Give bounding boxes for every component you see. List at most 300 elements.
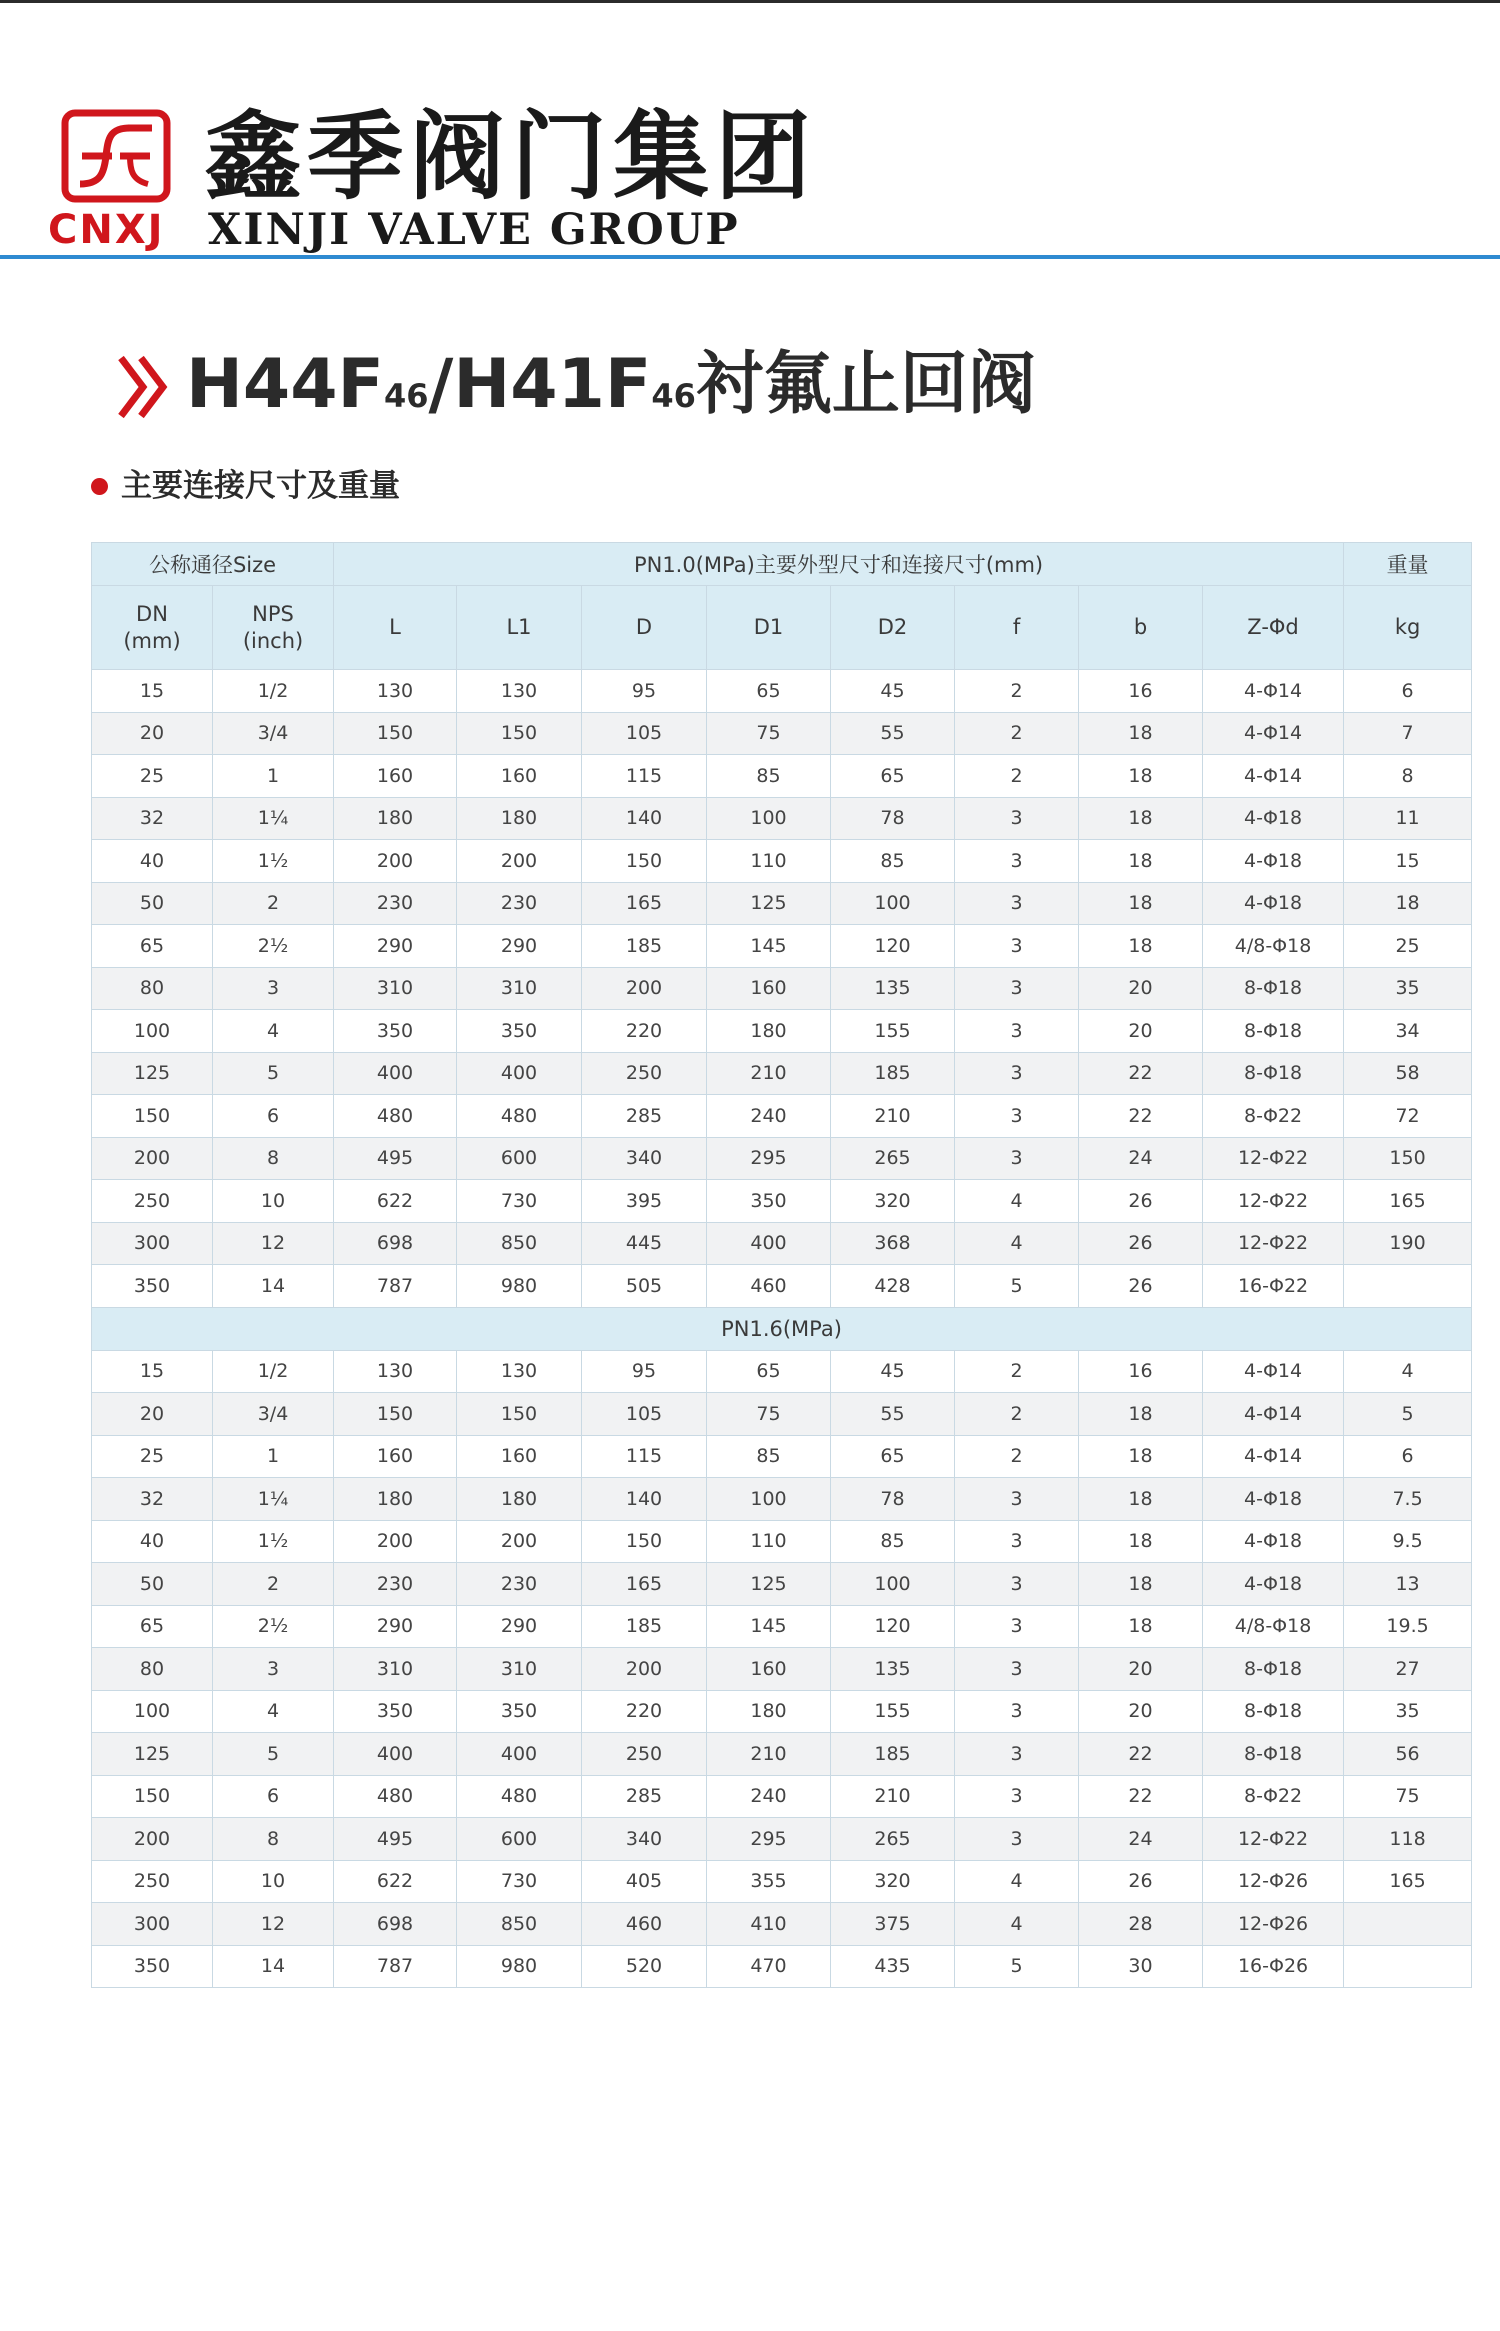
table-cell: 3 — [955, 967, 1079, 1010]
table-cell: 65 — [831, 1435, 955, 1478]
table-cell: 32 — [92, 797, 213, 840]
table-cell: 295 — [707, 1818, 831, 1861]
table-cell: 350 — [334, 1690, 457, 1733]
table-cell: 310 — [334, 1648, 457, 1691]
table-cell: 787 — [334, 1945, 457, 1988]
table-cell: 405 — [582, 1860, 707, 1903]
table-cell: 210 — [707, 1733, 831, 1776]
cnxj-logo-icon — [60, 108, 172, 204]
table-cell: 160 — [457, 1435, 582, 1478]
table-cell: 8 — [1344, 755, 1472, 798]
table-cell: 400 — [707, 1222, 831, 1265]
table-cell: 410 — [707, 1903, 831, 1946]
table-cell: 250 — [582, 1733, 707, 1776]
table-cell: 28 — [1079, 1903, 1203, 1946]
brand-abbreviation: CNXJ — [48, 207, 165, 253]
table-cell: 120 — [831, 1605, 955, 1648]
table-cell: 200 — [334, 1520, 457, 1563]
double-chevron-icon — [117, 354, 171, 420]
table-cell: 20 — [92, 712, 213, 755]
table-row — [92, 1775, 1472, 1818]
table-cell: 19.5 — [1344, 1605, 1472, 1648]
table-cell: 12 — [213, 1222, 334, 1265]
table-cell: 190 — [1344, 1222, 1472, 1265]
col-f: f — [955, 586, 1079, 670]
table-cell: 160 — [707, 1648, 831, 1691]
table-cell: 24 — [1079, 1818, 1203, 1861]
table-cell: 375 — [831, 1903, 955, 1946]
table-cell: 240 — [707, 1775, 831, 1818]
title-model-2-subscript: 46 — [651, 377, 696, 415]
table-cell: 698 — [334, 1222, 457, 1265]
table-cell: 10 — [213, 1860, 334, 1903]
table-cell: 150 — [582, 840, 707, 883]
table-cell: 56 — [1344, 1733, 1472, 1776]
table-cell: 4/8-Φ18 — [1203, 925, 1344, 968]
table-cell: 250 — [92, 1180, 213, 1223]
table-cell: 350 — [92, 1945, 213, 1988]
table-cell: 110 — [707, 840, 831, 883]
table-cell: 18 — [1344, 882, 1472, 925]
table-cell: 65 — [831, 755, 955, 798]
table-row — [92, 967, 1472, 1010]
table-cell: 2½ — [213, 1605, 334, 1648]
table-cell: 400 — [334, 1052, 457, 1095]
header-divider — [0, 255, 1500, 259]
table-cell: 4-Φ14 — [1203, 1435, 1344, 1478]
table-cell: 2 — [955, 712, 1079, 755]
table-row — [92, 1605, 1472, 1648]
table-row — [92, 925, 1472, 968]
brand-name-chinese: 鑫季阀门集团 — [205, 100, 817, 213]
table-row — [92, 1945, 1472, 1988]
header-size: 公称通径Size — [92, 543, 334, 586]
table-cell: 1½ — [213, 840, 334, 883]
table-cell: 12-Φ26 — [1203, 1860, 1344, 1903]
table-cell: 1 — [213, 1435, 334, 1478]
table-cell: 115 — [582, 1435, 707, 1478]
table-cell: 85 — [707, 1435, 831, 1478]
table-cell: 75 — [707, 1393, 831, 1436]
table-cell: 980 — [457, 1945, 582, 1988]
col-b: b — [1079, 586, 1203, 670]
table-cell: 3 — [955, 882, 1079, 925]
table-cell: 22 — [1079, 1775, 1203, 1818]
table-cell: 35 — [1344, 967, 1472, 1010]
table-cell: 105 — [582, 712, 707, 755]
table-cell: 130 — [334, 1350, 457, 1393]
table-cell: 495 — [334, 1818, 457, 1861]
table-cell: 4 — [955, 1222, 1079, 1265]
table-cell: 8-Φ18 — [1203, 1010, 1344, 1053]
table-cell: 180 — [334, 1478, 457, 1521]
table-cell: 4-Φ14 — [1203, 755, 1344, 798]
table-cell: 290 — [457, 925, 582, 968]
table-cell: 4 — [1344, 1350, 1472, 1393]
table-cell: 10 — [213, 1180, 334, 1223]
table-cell: 100 — [92, 1010, 213, 1053]
table-cell: 445 — [582, 1222, 707, 1265]
table-cell: 150 — [92, 1775, 213, 1818]
table-cell: 350 — [92, 1265, 213, 1308]
table-row — [92, 1393, 1472, 1436]
table-cell: 290 — [457, 1605, 582, 1648]
table-cell: 7.5 — [1344, 1478, 1472, 1521]
table-row — [92, 797, 1472, 840]
table-cell: 12-Φ26 — [1203, 1903, 1344, 1946]
table-cell: 200 — [92, 1818, 213, 1861]
table-cell: 110 — [707, 1520, 831, 1563]
table-cell: 65 — [707, 1350, 831, 1393]
table-cell: 4-Φ18 — [1203, 882, 1344, 925]
product-title — [186, 342, 1036, 439]
table-cell: 285 — [582, 1775, 707, 1818]
header-dimensions: PN1.0(MPa)主要外型尺寸和连接尺寸(mm) — [334, 543, 1344, 586]
table-cell: 25 — [92, 755, 213, 798]
table-cell: 210 — [831, 1095, 955, 1138]
table-cell: 210 — [707, 1052, 831, 1095]
table-cell: 150 — [457, 712, 582, 755]
table-cell: 18 — [1079, 1393, 1203, 1436]
table-cell: 20 — [92, 1393, 213, 1436]
table-cell: 16 — [1079, 1350, 1203, 1393]
table-cell: 220 — [582, 1010, 707, 1053]
table-cell: 25 — [92, 1435, 213, 1478]
table-cell: 3 — [955, 1520, 1079, 1563]
table-cell: 165 — [582, 882, 707, 925]
col-d2: D2 — [831, 586, 955, 670]
table-cell: 40 — [92, 1520, 213, 1563]
table-cell: 2 — [955, 1435, 1079, 1478]
table-cell: 7 — [1344, 712, 1472, 755]
table-cell: 4-Φ14 — [1203, 670, 1344, 713]
table-cell: 16-Φ22 — [1203, 1265, 1344, 1308]
table-cell: 300 — [92, 1903, 213, 1946]
table-cell: 58 — [1344, 1052, 1472, 1095]
pn16-label: PN1.6(MPa) — [92, 1307, 1472, 1350]
table-cell: 400 — [334, 1733, 457, 1776]
table-cell: 787 — [334, 1265, 457, 1308]
table-cell: 285 — [582, 1095, 707, 1138]
col-nps: NPS (inch) — [213, 586, 334, 670]
table-cell: 125 — [92, 1052, 213, 1095]
table-cell: 18 — [1079, 1520, 1203, 1563]
table-cell: 160 — [334, 1435, 457, 1478]
table-row — [92, 840, 1472, 883]
title-product-name: 衬氟止回阀 — [695, 345, 1036, 424]
table-cell: 165 — [1344, 1860, 1472, 1903]
table-body — [92, 670, 1472, 1988]
table-cell: 4 — [955, 1180, 1079, 1223]
table-cell: 100 — [707, 1478, 831, 1521]
table-cell: 180 — [707, 1010, 831, 1053]
table-cell: 18 — [1079, 925, 1203, 968]
table-cell: 18 — [1079, 712, 1203, 755]
table-cell: 26 — [1079, 1180, 1203, 1223]
table-cell: 18 — [1079, 1605, 1203, 1648]
table-cell: 350 — [334, 1010, 457, 1053]
table-cell: 140 — [582, 1478, 707, 1521]
table-cell: 145 — [707, 1605, 831, 1648]
table-cell: 250 — [582, 1052, 707, 1095]
table-cell: 505 — [582, 1265, 707, 1308]
table-cell: 6 — [1344, 670, 1472, 713]
table-cell: 3 — [955, 1648, 1079, 1691]
table-cell: 220 — [582, 1690, 707, 1733]
table-row — [92, 1733, 1472, 1776]
table-cell: 13 — [1344, 1563, 1472, 1606]
table-cell: 165 — [582, 1563, 707, 1606]
table-cell: 12-Φ22 — [1203, 1180, 1344, 1223]
table-cell: 155 — [831, 1690, 955, 1733]
table-cell: 495 — [334, 1137, 457, 1180]
table-cell: 480 — [334, 1775, 457, 1818]
table-cell: 26 — [1079, 1860, 1203, 1903]
table-cell: 15 — [1344, 840, 1472, 883]
col-z-d: Z-Φd — [1203, 586, 1344, 670]
table-cell: 200 — [92, 1137, 213, 1180]
table-row — [92, 1903, 1472, 1946]
table-cell: 18 — [1079, 755, 1203, 798]
table-cell: 180 — [457, 1478, 582, 1521]
table-row — [92, 755, 1472, 798]
table-cell: 22 — [1079, 1733, 1203, 1776]
table-cell: 5 — [955, 1265, 1079, 1308]
table-row — [92, 1350, 1472, 1393]
table-cell: 5 — [1344, 1393, 1472, 1436]
table-cell: 100 — [831, 1563, 955, 1606]
table-cell: 3 — [955, 840, 1079, 883]
bullet-icon — [91, 478, 108, 495]
table-cell: 460 — [707, 1265, 831, 1308]
table-cell: 9.5 — [1344, 1520, 1472, 1563]
table-cell: 4-Φ18 — [1203, 797, 1344, 840]
table-cell: 8-Φ22 — [1203, 1095, 1344, 1138]
table-cell: 2 — [213, 1563, 334, 1606]
title-model-2: /H41F — [428, 345, 652, 424]
table-cell: 355 — [707, 1860, 831, 1903]
table-cell: 340 — [582, 1137, 707, 1180]
table-row — [92, 1180, 1472, 1223]
table-cell: 12-Φ22 — [1203, 1222, 1344, 1265]
table-cell: 150 — [92, 1095, 213, 1138]
table-row — [92, 1690, 1472, 1733]
col-d1: D1 — [707, 586, 831, 670]
table-cell: 4/8-Φ18 — [1203, 1605, 1344, 1648]
table-cell: 155 — [831, 1010, 955, 1053]
pn16-subheader-row — [92, 1307, 1472, 1350]
table-cell: 622 — [334, 1860, 457, 1903]
table-cell: 150 — [334, 712, 457, 755]
table-cell: 20 — [1079, 1690, 1203, 1733]
title-model-1-subscript: 46 — [384, 377, 429, 415]
table-cell: 340 — [582, 1818, 707, 1861]
table-cell: 65 — [92, 925, 213, 968]
table-cell: 8-Φ18 — [1203, 1690, 1344, 1733]
table-cell: 2 — [955, 1393, 1079, 1436]
table-cell: 3 — [955, 1563, 1079, 1606]
table-cell: 8-Φ18 — [1203, 1648, 1344, 1691]
table-cell — [1344, 1903, 1472, 1946]
table-cell: 25 — [1344, 925, 1472, 968]
table-cell: 310 — [334, 967, 457, 1010]
header-weight: 重量 — [1344, 543, 1472, 586]
table-cell: 400 — [457, 1733, 582, 1776]
table-cell: 730 — [457, 1180, 582, 1223]
table-cell: 435 — [831, 1945, 955, 1988]
table-cell: 95 — [582, 670, 707, 713]
table-cell: 6 — [213, 1775, 334, 1818]
table-row — [92, 1095, 1472, 1138]
table-cell: 230 — [457, 1563, 582, 1606]
table-row — [92, 712, 1472, 755]
table-cell: 160 — [457, 755, 582, 798]
table-cell: 368 — [831, 1222, 955, 1265]
table-row — [92, 1265, 1472, 1308]
table-cell: 4-Φ18 — [1203, 1478, 1344, 1521]
table-cell: 180 — [707, 1690, 831, 1733]
table-cell: 80 — [92, 1648, 213, 1691]
table-cell: 22 — [1079, 1095, 1203, 1138]
table-cell: 75 — [1344, 1775, 1472, 1818]
table-cell: 698 — [334, 1903, 457, 1946]
table-row — [92, 670, 1472, 713]
table-cell: 3 — [955, 1733, 1079, 1776]
table-cell: 480 — [457, 1095, 582, 1138]
table-cell: 22 — [1079, 1052, 1203, 1095]
table-cell: 12-Φ22 — [1203, 1818, 1344, 1861]
table-cell: 150 — [334, 1393, 457, 1436]
table-cell: 2 — [955, 1350, 1079, 1393]
table-row — [92, 1435, 1472, 1478]
table-row — [92, 1052, 1472, 1095]
table-cell: 16 — [1079, 670, 1203, 713]
table-cell: 160 — [707, 967, 831, 1010]
table-cell: 5 — [213, 1052, 334, 1095]
table-cell: 2 — [955, 755, 1079, 798]
table-cell: 8 — [213, 1137, 334, 1180]
table-cell: 320 — [831, 1860, 955, 1903]
table-cell: 200 — [457, 1520, 582, 1563]
table-cell: 130 — [457, 1350, 582, 1393]
table-cell: 18 — [1079, 882, 1203, 925]
table-cell: 100 — [92, 1690, 213, 1733]
table-cell: 470 — [707, 1945, 831, 1988]
table-cell: 2½ — [213, 925, 334, 968]
table-cell: 140 — [582, 797, 707, 840]
table-cell: 4-Φ18 — [1203, 1563, 1344, 1606]
table-cell: 20 — [1079, 1010, 1203, 1053]
table-cell: 150 — [582, 1520, 707, 1563]
table-cell: 310 — [457, 1648, 582, 1691]
table-cell: 135 — [831, 967, 955, 1010]
table-cell: 40 — [92, 840, 213, 883]
table-cell: 4 — [213, 1010, 334, 1053]
table-cell: 35 — [1344, 1690, 1472, 1733]
table-row — [92, 1520, 1472, 1563]
table-cell: 4-Φ14 — [1203, 712, 1344, 755]
table-cell: 85 — [707, 755, 831, 798]
table-cell: 3 — [955, 1605, 1079, 1648]
table-cell: 85 — [831, 1520, 955, 1563]
table-cell: 4-Φ18 — [1203, 840, 1344, 883]
table-cell: 622 — [334, 1180, 457, 1223]
table-cell: 100 — [831, 882, 955, 925]
table-cell: 600 — [457, 1818, 582, 1861]
table-cell: 2 — [213, 882, 334, 925]
table-cell: 400 — [457, 1052, 582, 1095]
table-cell: 20 — [1079, 967, 1203, 1010]
table-cell: 3 — [955, 1775, 1079, 1818]
table-cell: 50 — [92, 1563, 213, 1606]
table-cell: 32 — [92, 1478, 213, 1521]
table-cell: 12-Φ22 — [1203, 1137, 1344, 1180]
table-cell: 125 — [707, 882, 831, 925]
table-cell: 14 — [213, 1265, 334, 1308]
title-model-1: H44F — [186, 345, 384, 424]
table-cell: 75 — [707, 712, 831, 755]
table-cell: 78 — [831, 1478, 955, 1521]
table-cell: 290 — [334, 925, 457, 968]
table-cell: 125 — [707, 1563, 831, 1606]
table-cell: 18 — [1079, 840, 1203, 883]
table-cell: 4-Φ14 — [1203, 1350, 1344, 1393]
table-cell: 130 — [457, 670, 582, 713]
table-cell: 480 — [457, 1775, 582, 1818]
table-cell: 26 — [1079, 1222, 1203, 1265]
table-cell: 30 — [1079, 1945, 1203, 1988]
table-cell: 5 — [213, 1733, 334, 1776]
table-cell: 100 — [707, 797, 831, 840]
table-cell: 18 — [1079, 1563, 1203, 1606]
col-dn: DN (mm) — [92, 586, 213, 670]
table-cell: 12 — [213, 1903, 334, 1946]
table-cell: 55 — [831, 1393, 955, 1436]
table-cell: 520 — [582, 1945, 707, 1988]
table-cell: 72 — [1344, 1095, 1472, 1138]
table-cell: 850 — [457, 1222, 582, 1265]
table-cell: 3 — [213, 1648, 334, 1691]
table-cell: 135 — [831, 1648, 955, 1691]
table-cell: 105 — [582, 1393, 707, 1436]
brand-name-english: XINJI VALVE GROUP — [208, 205, 740, 255]
table-cell: 165 — [1344, 1180, 1472, 1223]
table-cell: 14 — [213, 1945, 334, 1988]
table-cell: 8-Φ18 — [1203, 1733, 1344, 1776]
table-cell: 1½ — [213, 1520, 334, 1563]
table-cell: 18 — [1079, 1478, 1203, 1521]
table-cell: 78 — [831, 797, 955, 840]
table-cell: 180 — [457, 797, 582, 840]
table-cell: 180 — [334, 797, 457, 840]
table-cell: 120 — [831, 925, 955, 968]
table-cell: 150 — [457, 1393, 582, 1436]
table-cell: 2 — [955, 670, 1079, 713]
table-cell: 350 — [457, 1690, 582, 1733]
table-cell: 230 — [334, 1563, 457, 1606]
table-cell: 85 — [831, 840, 955, 883]
table-cell: 26 — [1079, 1265, 1203, 1308]
table-row — [92, 1563, 1472, 1606]
table-cell: 4 — [955, 1860, 1079, 1903]
table-row — [92, 1648, 1472, 1691]
table-cell: 3 — [955, 925, 1079, 968]
table-cell: 1¼ — [213, 1478, 334, 1521]
table-cell: 395 — [582, 1180, 707, 1223]
table-row — [92, 1010, 1472, 1053]
table-row — [92, 1860, 1472, 1903]
table-cell: 265 — [831, 1137, 955, 1180]
